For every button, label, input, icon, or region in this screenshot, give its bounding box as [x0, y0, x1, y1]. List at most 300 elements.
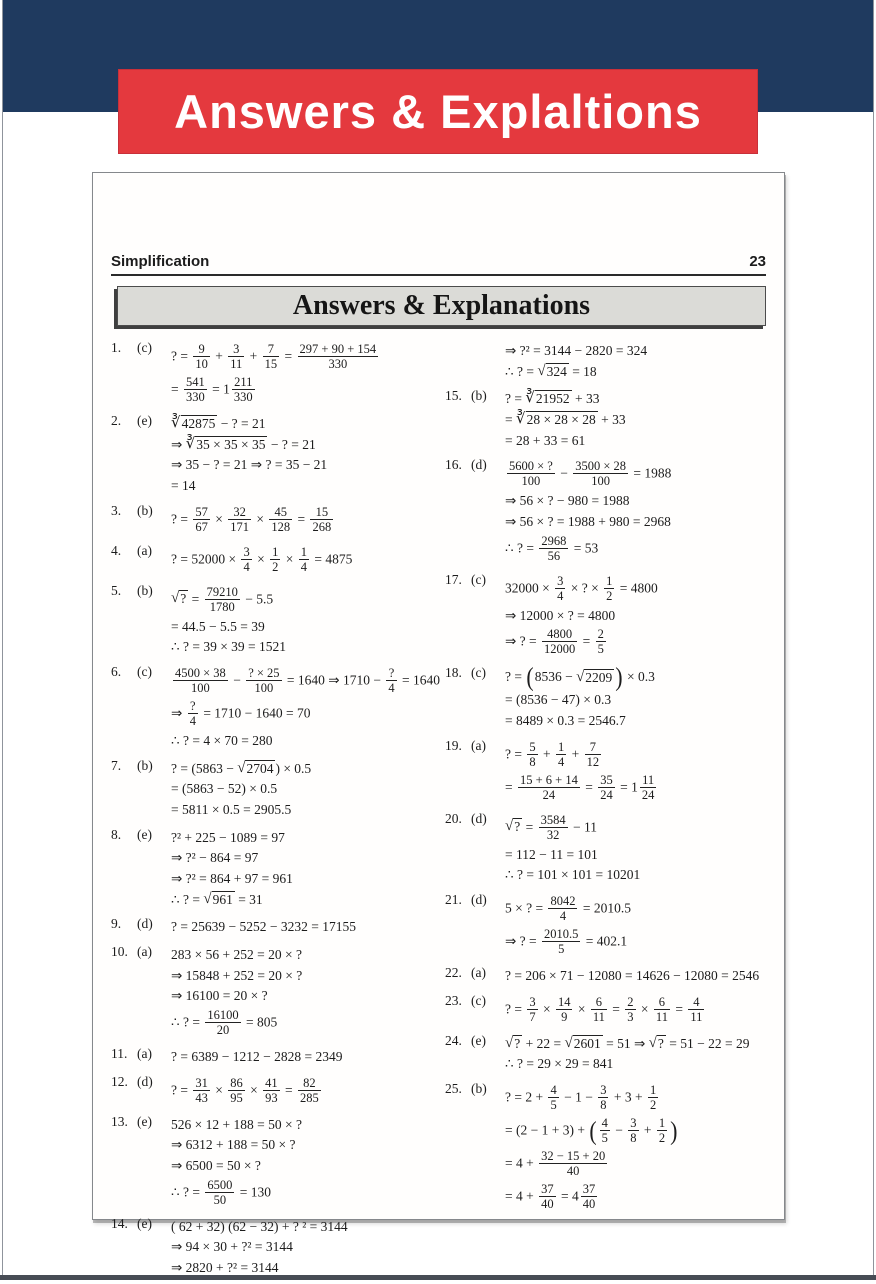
solution-item	[111, 1045, 435, 1068]
math-line	[171, 544, 435, 575]
numerator: 7	[263, 342, 280, 357]
math-text: ×	[211, 1082, 227, 1098]
numerator: 7	[585, 740, 602, 755]
math-text: ⇒	[171, 705, 186, 721]
numerator: 8042	[550, 894, 576, 909]
fraction	[585, 740, 602, 769]
math-text: ×	[252, 511, 268, 527]
math-text: = 130	[236, 1184, 271, 1200]
solution-item	[445, 456, 777, 565]
math-text: = 4 +	[505, 1155, 538, 1171]
fraction	[555, 574, 565, 603]
item-solution	[505, 737, 777, 805]
math-line	[171, 665, 440, 696]
denominator: 171	[230, 519, 249, 534]
math-line	[171, 1258, 435, 1277]
item-solution	[505, 661, 777, 731]
numerator: 15	[310, 505, 333, 520]
math-text: 8536 −	[534, 669, 577, 685]
item-choice: (c)	[137, 340, 152, 355]
math-text: = 1710 − 1640 = 70	[199, 705, 311, 721]
math-line	[171, 455, 435, 474]
math-text: =	[281, 1082, 296, 1098]
sqrt-icon: √	[171, 590, 180, 607]
math-line	[505, 893, 777, 924]
math-line	[505, 533, 777, 564]
item-number: 2.	[111, 413, 122, 428]
item-number: 15.	[445, 388, 462, 404]
math-text: =	[581, 779, 597, 795]
math-text: −	[556, 466, 572, 482]
math-line	[171, 1007, 435, 1038]
fraction	[539, 1149, 607, 1178]
math-text: ? =	[171, 511, 192, 527]
denominator: 12	[586, 754, 600, 769]
fraction	[193, 342, 210, 371]
math-line	[505, 711, 777, 730]
fraction	[193, 505, 210, 534]
math-line	[505, 491, 777, 510]
math-text: ) × 0.5	[275, 760, 312, 776]
math-text: = 1640 ⇒ 1710 −	[283, 672, 385, 688]
banner-title: Answers & Explaltions	[174, 85, 702, 138]
item-choice: (b)	[471, 1081, 487, 1097]
bottom-edge-bar	[0, 1275, 876, 1280]
radicand: 324	[546, 363, 567, 379]
math-text: ×	[282, 551, 297, 567]
item-number: 24.	[445, 1032, 462, 1048]
answers-heading: Answers & Explanations	[292, 290, 591, 321]
cbrt-icon: ∛	[171, 415, 181, 432]
item-solution	[505, 387, 777, 451]
fraction	[232, 375, 255, 404]
math-text: ⇒ ? =	[505, 634, 541, 650]
math-text: = 5811 × 0.5 = 2905.5	[171, 802, 292, 818]
fraction	[298, 342, 379, 371]
numerator: 5600 × ?	[509, 459, 553, 474]
math-text: = 1	[616, 779, 638, 795]
math-line	[171, 731, 435, 750]
math-text: = (5863 − 52) × 0.5	[171, 781, 278, 797]
math-text: ? =	[505, 669, 526, 685]
item-choice: (e)	[471, 1032, 486, 1048]
fraction	[591, 995, 607, 1024]
solution-item	[111, 943, 435, 1040]
math-line	[171, 435, 435, 454]
math-line	[171, 779, 435, 798]
denominator: 40	[582, 1197, 596, 1212]
numerator: 86	[230, 1075, 243, 1090]
solution-item	[111, 1113, 435, 1210]
math-text: = 402.1	[582, 933, 628, 949]
solution-item	[445, 339, 777, 382]
sqrt-icon: √	[564, 1034, 573, 1051]
fraction	[228, 1076, 245, 1105]
item-solution	[505, 891, 777, 959]
math-text: ×	[253, 551, 269, 567]
fraction	[581, 1182, 598, 1211]
radicand: 21952	[535, 391, 570, 407]
solution-item	[111, 582, 435, 658]
title-banner	[118, 69, 758, 154]
solution-item	[111, 1073, 435, 1108]
math-line	[171, 1075, 435, 1106]
denominator: 95	[230, 1090, 243, 1105]
math-text: = 805	[242, 1014, 278, 1030]
numerator: 6500	[207, 1177, 233, 1192]
math-text: −	[229, 672, 245, 688]
math-text: =	[281, 348, 296, 364]
fraction	[386, 666, 396, 695]
numerator: 57	[195, 504, 208, 519]
radicand: 2704	[246, 760, 274, 776]
item-choice: (d)	[137, 916, 153, 932]
denominator: 8	[600, 1098, 607, 1113]
denominator: 12000	[544, 642, 576, 657]
math-text: 32000 ×	[505, 580, 554, 596]
math-text: −	[611, 1122, 627, 1138]
item-choice: (a)	[137, 542, 152, 558]
sqrt-expression	[505, 1035, 522, 1053]
denominator: 330	[328, 357, 348, 371]
denominator: 8	[630, 1131, 637, 1146]
item-choice: (d)	[471, 457, 487, 473]
numerator: 4	[601, 1116, 608, 1131]
math-text: ×	[574, 1001, 589, 1017]
math-text: × 0.3	[623, 669, 655, 685]
math-text: = 18	[568, 363, 597, 379]
numerator: 2010.5	[544, 927, 579, 942]
solutions-column-left	[111, 339, 440, 1284]
math-line	[505, 1148, 777, 1179]
math-line	[171, 759, 435, 778]
math-text: ? =	[505, 1001, 526, 1017]
item-number: 16.	[445, 457, 462, 473]
denominator: 11	[230, 357, 243, 371]
numerator: 3	[600, 1083, 607, 1098]
denominator: 15	[264, 357, 278, 371]
fraction	[527, 740, 537, 769]
math-text: = 14	[171, 478, 196, 494]
page-number: 23	[749, 253, 766, 270]
solution-item	[445, 661, 777, 731]
sqrt-icon: √	[203, 890, 212, 907]
denominator: 24	[542, 787, 556, 802]
item-solution	[505, 810, 777, 886]
denominator: 2	[272, 559, 279, 574]
denominator: 11	[592, 1009, 605, 1024]
math-line	[171, 617, 435, 636]
fraction	[654, 995, 670, 1024]
denominator: 4	[557, 754, 565, 769]
math-line	[505, 690, 777, 709]
numerator: 1	[606, 573, 613, 588]
cbrt-icon: ∛	[516, 411, 526, 428]
math-text: ⇒ 35 − ? = 21 ⇒ ? = 35 − 21	[171, 457, 328, 473]
denominator: 32	[546, 827, 560, 842]
denominator: 9	[561, 1009, 568, 1024]
solution-item	[445, 1080, 777, 1214]
math-text: ∴ ? =	[171, 1014, 204, 1030]
item-choice: (e)	[137, 826, 152, 842]
item-solution	[171, 412, 435, 497]
math-text: =	[608, 1001, 624, 1017]
math-text: = 4800	[616, 580, 658, 596]
math-line	[171, 1135, 435, 1154]
fraction	[598, 1083, 608, 1112]
math-line	[505, 362, 777, 381]
math-line	[171, 698, 435, 729]
denominator: 11	[655, 1009, 668, 1024]
item-solution	[171, 1215, 435, 1279]
numerator: 16100	[207, 1008, 239, 1023]
math-line	[505, 1115, 777, 1146]
math-line	[505, 389, 777, 408]
numerator: 45	[269, 505, 292, 520]
denominator: 24	[600, 787, 613, 802]
denominator: 7	[529, 1009, 536, 1024]
math-text: +	[568, 746, 583, 762]
solution-item	[445, 891, 777, 959]
math-line	[505, 812, 777, 843]
math-text: ? = 52000 ×	[171, 551, 240, 567]
radicand: ?	[514, 819, 521, 835]
math-line	[505, 772, 777, 803]
fraction	[596, 627, 606, 656]
numerator: 297 + 90 + 154	[299, 342, 377, 356]
denominator: 4	[243, 559, 250, 574]
math-text: = 112 − 11 = 101	[505, 846, 598, 862]
denominator: 8	[529, 754, 536, 769]
item-number: 21.	[445, 892, 462, 908]
math-line	[505, 1034, 777, 1053]
sqrt-icon: √	[576, 668, 585, 685]
math-line	[505, 845, 777, 864]
math-text: ∴ ? =	[505, 540, 538, 556]
math-text: ∴ ? = 4 × 70 = 280	[171, 733, 273, 749]
math-line	[171, 828, 435, 847]
radicand: 28 × 28 × 28	[526, 412, 596, 428]
numerator: 3500 × 28	[575, 459, 627, 474]
sqrt-icon: √	[237, 759, 246, 776]
item-solution	[171, 757, 435, 821]
math-text: ? =	[171, 1082, 192, 1098]
numerator: ? × 25	[248, 666, 280, 681]
math-text: ? =	[505, 746, 526, 762]
math-text: =	[522, 819, 537, 835]
fraction	[228, 505, 251, 534]
radicand: 961	[212, 891, 233, 907]
math-text: ∴ ? = 39 × 39 = 1521	[171, 639, 287, 655]
solution-item	[445, 737, 777, 805]
item-choice: (a)	[471, 965, 486, 981]
numerator: ?	[386, 666, 396, 681]
item-solution	[171, 502, 435, 537]
math-text: = 51 ⇒	[602, 1035, 649, 1051]
numerator: 2	[627, 994, 634, 1009]
item-number: 19.	[445, 737, 462, 753]
denominator: 4	[388, 681, 395, 696]
numerator: 3	[557, 573, 564, 588]
sqrt-expression	[505, 818, 522, 836]
denominator: 285	[299, 1090, 319, 1105]
numerator: 4	[550, 1083, 557, 1098]
numerator: 6	[654, 995, 670, 1010]
fraction	[657, 1116, 667, 1145]
cbrt-expression	[186, 436, 268, 454]
math-text: ⇒ 56 × ? − 980 = 1988	[505, 493, 630, 509]
page-edge-right	[873, 0, 874, 1280]
solution-item	[111, 1215, 435, 1279]
denominator: 100	[254, 681, 274, 696]
item-choice: (e)	[137, 1215, 152, 1231]
math-text: 283 × 56 + 252 = 20 × ?	[171, 947, 302, 963]
numerator: 37	[582, 1182, 596, 1197]
numerator: 1	[649, 1083, 657, 1098]
math-text: = 28 + 33 = 61	[505, 432, 586, 448]
cbrt-icon: ∛	[185, 435, 196, 452]
item-number: 18.	[445, 665, 462, 681]
item-solution	[171, 1073, 435, 1108]
numerator: 4800	[542, 627, 577, 642]
fraction	[298, 1076, 321, 1105]
sqrt-icon: √	[505, 1034, 514, 1051]
numerator: 3	[630, 1116, 637, 1131]
item-number: 12.	[111, 1073, 128, 1089]
denominator: 268	[312, 519, 332, 534]
math-line	[171, 917, 435, 936]
item-solution	[171, 663, 440, 752]
math-line	[171, 414, 435, 433]
fraction	[188, 699, 198, 728]
book-page	[92, 172, 785, 1276]
math-line	[171, 1217, 435, 1236]
math-line	[505, 512, 777, 531]
fraction	[270, 545, 280, 574]
item-number: 5.	[111, 582, 122, 598]
item-choice: (b)	[137, 502, 153, 518]
item-solution	[171, 826, 435, 911]
fraction	[539, 813, 568, 842]
math-text: + 3 +	[610, 1089, 646, 1105]
math-text: = 1	[208, 381, 230, 397]
fraction	[184, 375, 207, 404]
solution-item	[111, 757, 435, 821]
fraction	[628, 1116, 638, 1145]
item-solution	[505, 339, 777, 382]
denominator: 4	[559, 909, 567, 924]
fraction	[542, 627, 577, 656]
math-line	[505, 573, 777, 604]
denominator: 330	[233, 390, 253, 404]
item-number: 14.	[111, 1215, 128, 1231]
math-text: = 1640	[398, 672, 440, 688]
numerator: 31	[195, 1075, 208, 1090]
math-text: ⇒ 15848 + 252 = 20 × ?	[171, 967, 303, 983]
item-choice: (c)	[471, 992, 486, 1008]
math-line	[171, 966, 435, 985]
item-solution	[505, 964, 777, 987]
page-edge-left	[2, 0, 3, 1280]
denominator: 3	[627, 1009, 634, 1024]
item-solution	[171, 1113, 435, 1210]
math-text: +	[640, 1122, 655, 1138]
denominator: 67	[195, 519, 208, 534]
denominator: 2	[649, 1098, 657, 1113]
numerator: 4	[688, 995, 704, 1010]
denominator: 100	[591, 474, 611, 489]
item-choice: (c)	[137, 664, 152, 680]
math-line	[505, 966, 777, 985]
sqrt-expression	[649, 1035, 666, 1053]
denominator: 2	[658, 1131, 666, 1146]
numerator: 3	[529, 994, 536, 1009]
numerator: 3	[243, 544, 250, 559]
radicand: 35 × 35 × 35	[196, 436, 266, 452]
math-text: ⇒ 12000 × ? = 4800	[505, 607, 616, 623]
item-solution	[171, 915, 435, 938]
solution-item	[445, 810, 777, 886]
denominator: 2	[606, 588, 613, 603]
math-text: = 44.5 − 5.5 = 39	[171, 618, 265, 634]
sqrt-icon: √	[648, 1034, 657, 1051]
math-line	[171, 1115, 435, 1134]
math-line	[171, 800, 435, 819]
math-line	[505, 606, 777, 625]
item-solution	[171, 582, 435, 658]
fraction	[604, 574, 614, 603]
denominator: 43	[195, 1090, 208, 1105]
item-choice: (a)	[137, 1046, 152, 1062]
page-header	[111, 253, 766, 276]
big-paren: (	[526, 661, 534, 692]
radicand: 2601	[573, 1035, 601, 1051]
denominator: 5	[597, 642, 604, 657]
fraction	[173, 666, 228, 695]
fraction	[542, 927, 580, 956]
math-text: =	[505, 412, 516, 428]
math-text: ⇒ 94 × 30 + ?² = 3144	[171, 1239, 293, 1255]
denominator: 4	[300, 559, 307, 574]
item-number: 22.	[445, 965, 462, 981]
item-number	[445, 339, 471, 382]
math-line	[505, 865, 777, 884]
radicand: 2209	[585, 669, 613, 685]
math-text: ? = (5863 −	[171, 760, 238, 776]
math-line	[171, 1047, 435, 1066]
math-text: 5 × ? =	[505, 900, 547, 916]
denominator: 40	[566, 1164, 580, 1179]
math-text: ∴ ? = 29 × 29 = 841	[505, 1056, 614, 1072]
numerator: 32 − 15 + 20	[541, 1149, 606, 1164]
solution-item	[445, 964, 777, 987]
solution-item	[111, 542, 435, 577]
math-line	[171, 890, 435, 909]
math-text: ×	[637, 1001, 652, 1017]
denominator: 1780	[209, 599, 235, 614]
denominator: 56	[547, 548, 561, 563]
solution-item	[445, 571, 777, 660]
item-number: 1.	[111, 340, 122, 355]
radicand: ?	[514, 1035, 521, 1051]
fraction	[205, 1008, 240, 1037]
math-text: ×	[539, 1001, 554, 1017]
item-choice: (d)	[471, 892, 487, 908]
sqrt-icon: √	[537, 362, 546, 379]
item-solution	[505, 1080, 777, 1214]
math-text: ⇒ 56 × ? = 1988 + 980 = 2968	[505, 514, 671, 530]
item-solution	[505, 1032, 777, 1075]
